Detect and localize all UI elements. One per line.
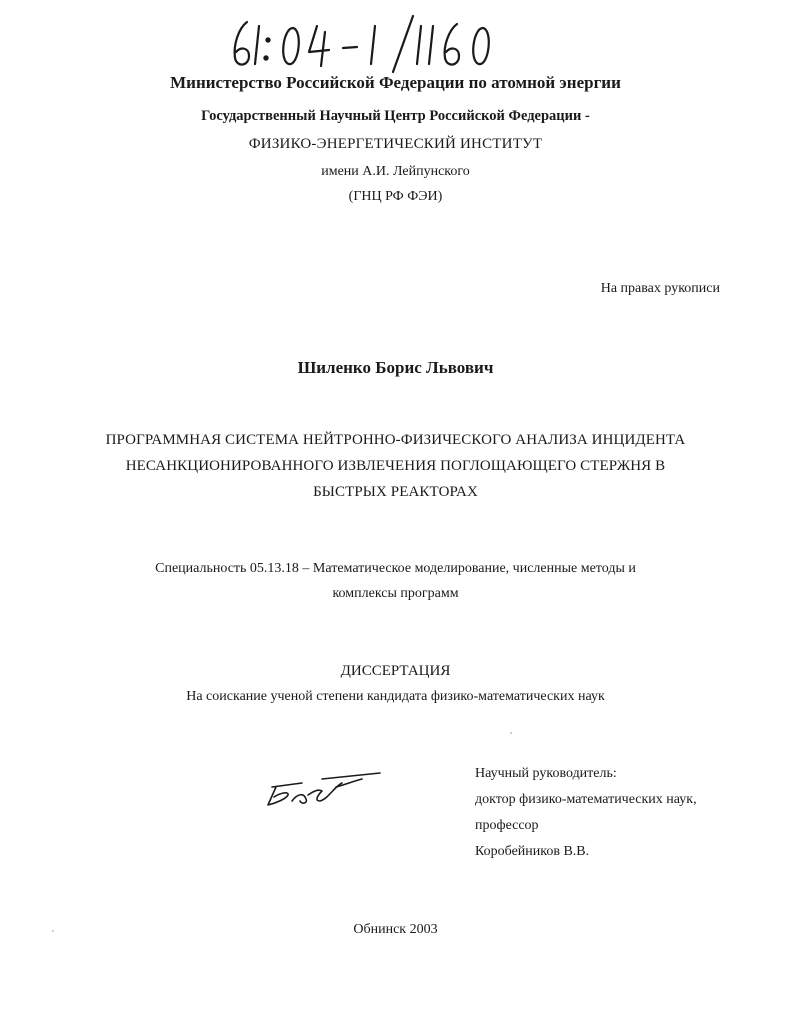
institute-name: ФИЗИКО-ЭНЕРГЕТИЧЕСКИЙ ИНСТИТУТ (248, 136, 543, 152)
supervisor-name: Коробейников В.В. (475, 844, 590, 859)
dissertation-title-line: НЕСАНКЦИОНИРОВАННОГО ИЗВЛЕЧЕНИЯ ПОГЛОЩАЮЩЕГО СТЕРЖНЯ В (125, 458, 666, 474)
supervisor-label: Научный руководитель: (475, 766, 617, 781)
ministry-heading: Министерство Российской Федерации по атомной энергии (170, 73, 621, 92)
dissertation-title-line: БЫСТРЫХ РЕАКТОРАХ (313, 484, 478, 500)
institute-abbreviation: (ГНЦ РФ ФЭИ) (348, 189, 443, 204)
rights-note: На правах рукописи (600, 281, 720, 296)
handwritten-archive-number (225, 12, 505, 74)
specialty-line: Специальность 05.13.18 – Математическое моделирование, численные методы и (155, 561, 636, 576)
author-name: Шиленко Борис Львович (297, 358, 494, 377)
scan-speck (52, 930, 54, 932)
supervisor-degree: доктор физико-математических наук, (475, 792, 697, 807)
research-center-heading: Государственный Научный Центр Российской Федерации - (201, 108, 590, 124)
author-signature (262, 765, 392, 815)
city-and-year: Обнинск 2003 (353, 922, 438, 937)
supervisor-title: профессор (475, 818, 539, 833)
degree-statement: На соискание ученой степени кандидата физико-математических наук (186, 689, 605, 704)
specialty-line: комплексы программ (332, 586, 459, 601)
document-type: ДИССЕРТАЦИЯ (340, 663, 451, 679)
scan-speck (510, 732, 512, 734)
institute-named-after: имени А.И. Лейпунского (321, 164, 470, 179)
dissertation-title-line: ПРОГРАММНАЯ СИСТЕМА НЕЙТРОННО-ФИЗИЧЕСКОГО АНАЛИЗА ИНЦИДЕНТА (105, 432, 686, 448)
